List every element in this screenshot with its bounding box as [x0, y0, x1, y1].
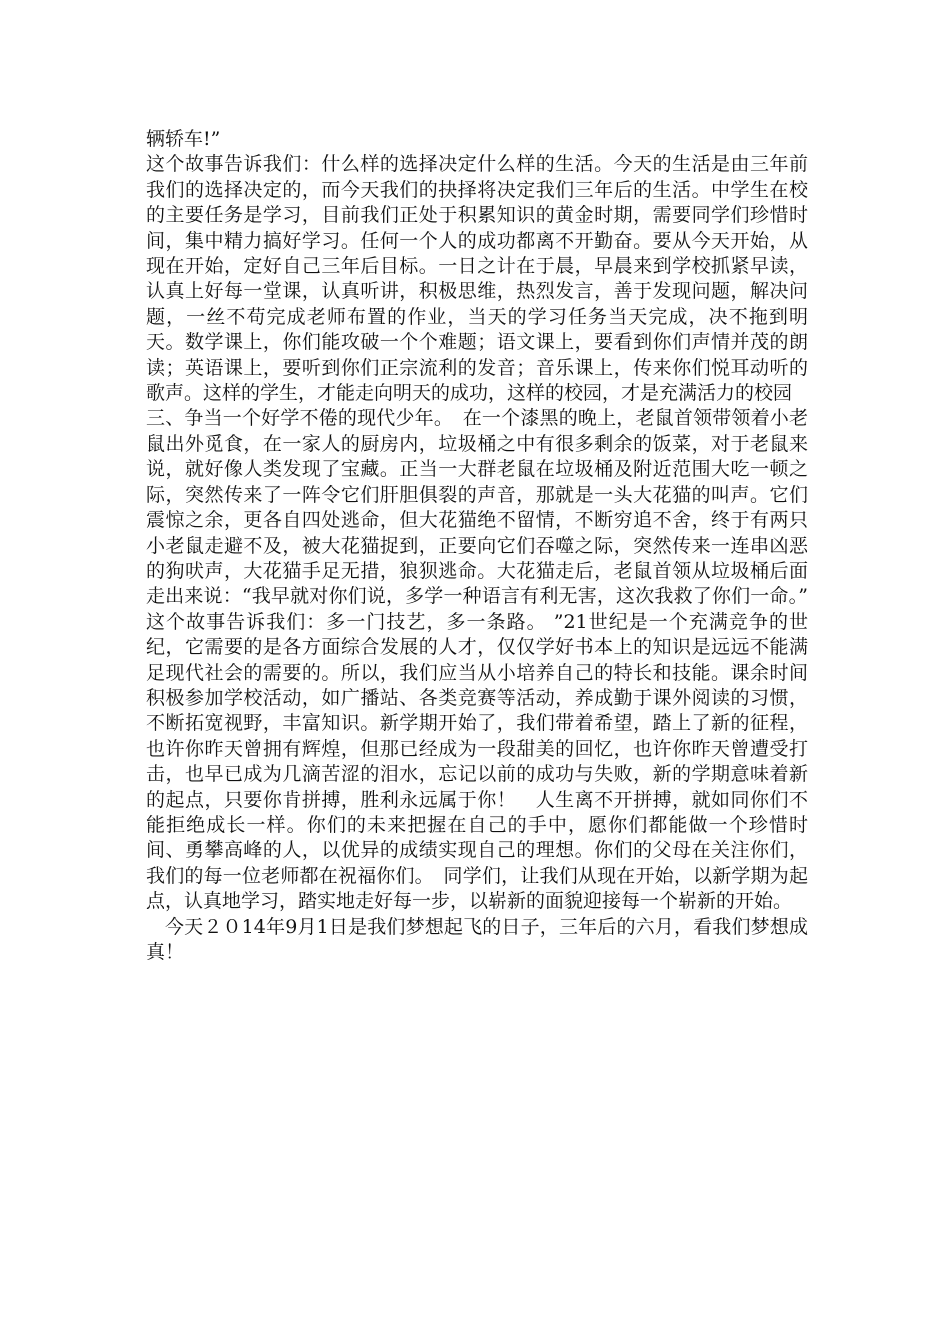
paragraph-1: 辆轿车!” — [146, 128, 221, 150]
document-body — [146, 127, 808, 965]
paragraph-4: 今天２０14年9月1日是我们梦想起飞的日子，三年后的六月，看我们梦想成真！ — [146, 915, 808, 963]
paragraph-2: 这个故事告诉我们：什么样的选择决定什么样的生活。今天的生活是由三年前我们的选择决定的，而今天我们的抉择将决定我们三年后的生活。中学生在校的主要任务是学习，目前我们正处于积累知识的黄金时期，需要同学们珍惜时间，集中精力搞好学习。任何一个人的成功都离不开勤奋。要从今天开始，从现在开始，定好自己三年后目标。一日之计在于晨，早晨来到学校抓紧早读，认真上好每一堂课，认真听讲，积极思维，热烈发言，善于发现问题，解决问题，一丝不苟完成老师布置的作业，当天的学习任务当天完成，决不拖到明天。数学课上，你们能攻破一个个难题；语文课上，要看到你们声情并茂的朗读；英语课上，要听到你们正宗流利的发音；音乐课上，传来你们悦耳动听的歌声。这样的学生，才能走向明天的成功，这样的校园，才是充满活力的校园 — [146, 153, 808, 405]
paragraph-3: 三、争当一个好学不倦的现代少年。 在一个漆黑的晚上，老鼠首领带领着小老鼠出外觅食，在一家人的厨房内，垃圾桶之中有很多剩余的饭菜，对于老鼠来说，就好像人类发现了宝藏。正当一大群老鼠在垃圾桶及附近范围大吃一顿之际，突然传来了一阵令它们肝胆俱裂的声音，那就是一头大花猫的叫声。它们震惊之余，更各自四处逃命，但大花猫绝不留情，不断穷追不舍，终于有两只小老鼠走避不及，被大花猫捉到，正要向它们吞噬之际，突然传来一连串凶恶的狗吠声，大花猫手足无措，狼狈逃命。大花猫走后，老鼠首领从垃圾桶后面走出来说：“我早就对你们说，多学一种语言有利无害，这次我救了你们一命。” 这个故事告诉我们：多一门技艺，多一条路。 ”21世纪是一个充满竞争的世纪，它需要的是各方面综合发展的人才，仅仅学好书本上的知识是远远不能满足现代社会的需要的。所以，我们应当从小培养自己的特长和技能。课余时间积极参加学校活动，如广播站、各类竞赛等活动，养成勤于课外阅读的习惯，不断拓宽视野，丰富知识。新学期开始了，我们带着希望，踏上了新的征程，也许你昨天曾拥有辉煌，但那已经成为一段甜美的回忆，也许你昨天曾遭受打击，也早已成为几滴苦涩的泪水，忘记以前的成功与失败，新的学期意味着新的起点，只要你肯拼搏，胜利永远属于你！ 人生离不开拼搏，就如同你们不能拒绝成长一样。你们的未来把握在自己的手中，愿你们都能做一个珍惜时间、勇攀高峰的人，以优异的成绩实现自己的理想。你们的父母在关注你们，我们的每一位老师都在祝福你们。 同学们，让我们从现在开始，以新学期为起点，认真地学习，踏实地走好每一步，以崭新的面貌迎接每一个崭新的开始。 — [146, 407, 808, 913]
